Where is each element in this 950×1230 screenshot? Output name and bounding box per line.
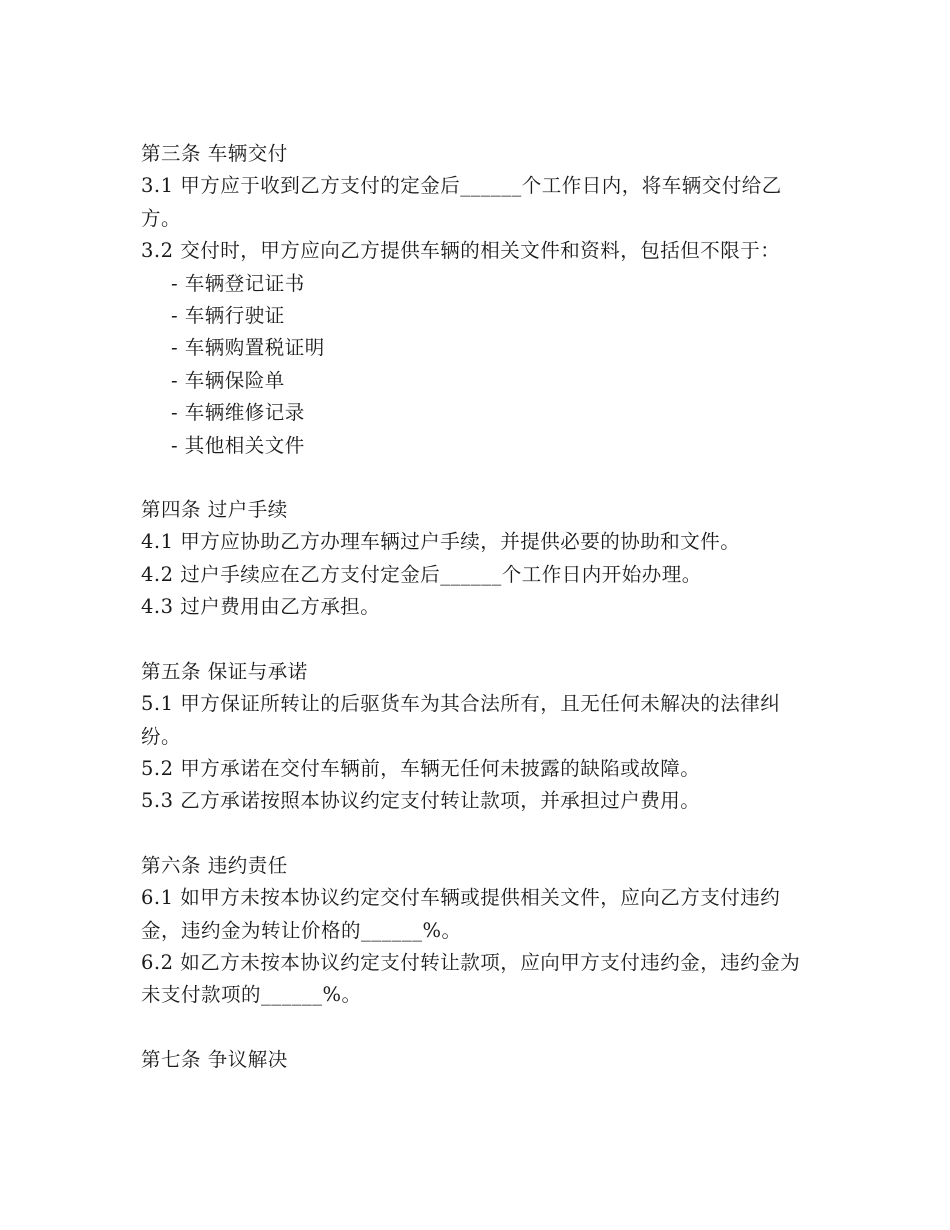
section-article-6	[141, 850, 801, 1012]
clause-3-1: 3.1 甲方应于收到乙方支付的定金后______个工作日内，将车辆交付给乙方。	[141, 174, 782, 230]
list-item: - 其他相关文件	[171, 433, 305, 457]
clause-5-2: 5.2 甲方承诺在交付车辆前，车辆无任何未披露的缺陷或故障。	[141, 756, 701, 780]
section-article-3	[141, 138, 801, 462]
clause-4-1: 4.1 甲方应协助乙方办理车辆过户手续，并提供必要的协助和文件。	[141, 530, 741, 554]
list-item: - 车辆保险单	[171, 368, 285, 392]
section-article-5	[141, 656, 801, 818]
list-item: - 车辆登记证书	[171, 271, 305, 295]
clause-3-2: 3.2 交付时，甲方应向乙方提供车辆的相关文件和资料，包括但不限于：	[141, 239, 781, 263]
document-body	[141, 138, 801, 1076]
clause-5-1: 5.1 甲方保证所转让的后驱货车为其合法所有，且无任何未解决的法律纠纷。	[141, 692, 781, 748]
section-heading: 第五条 保证与承诺	[141, 659, 308, 683]
section-heading: 第七条 争议解决	[141, 1047, 288, 1071]
clause-5-3: 5.3 乙方承诺按照本协议约定支付转让款项，并承担过户费用。	[141, 789, 701, 813]
list-item: - 车辆行驶证	[171, 304, 285, 328]
section-heading: 第三条 车辆交付	[141, 142, 288, 165]
clause-6-1: 6.1 如甲方未按本协议约定交付车辆或提供相关文件，应向乙方支付违约金，违约金为转让价格的______%。	[141, 886, 781, 942]
clause-6-2: 6.2 如乙方未按本协议约定支付转让款项，应向甲方支付违约金，违约金为未支付款项的______%。	[141, 950, 801, 1007]
clause-4-3: 4.3 过户费用由乙方承担。	[141, 595, 381, 619]
section-heading: 第六条 违约责任	[141, 853, 288, 877]
list-item: - 车辆维修记录	[171, 401, 305, 425]
section-heading: 第四条 过户手续	[141, 498, 288, 522]
clause-4-2: 4.2 过户手续应在乙方支付定金后______个工作日内开始办理。	[141, 562, 702, 586]
list-item: - 车辆购置税证明	[171, 336, 325, 360]
section-article-4	[141, 494, 801, 624]
section-article-7	[141, 1044, 801, 1076]
